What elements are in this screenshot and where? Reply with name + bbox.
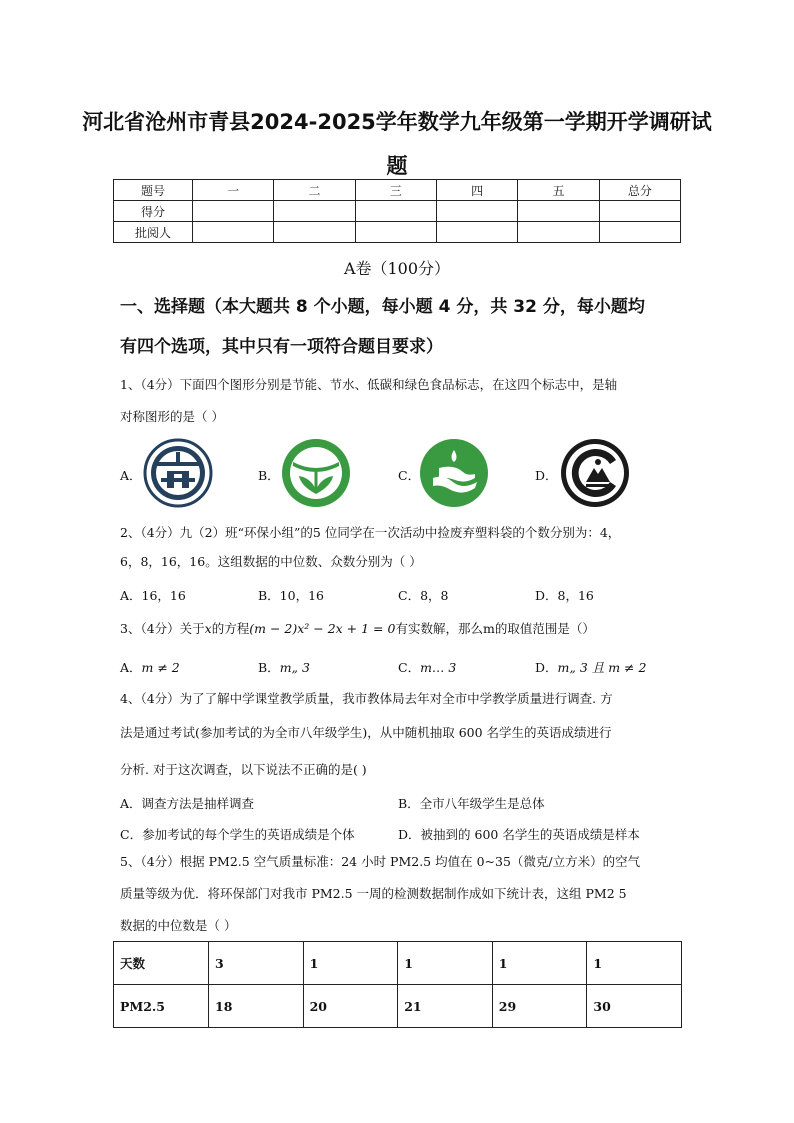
- q3-option-d-label: D．: [535, 660, 558, 675]
- table-cell: 天数: [114, 942, 209, 985]
- q4-option-d[interactable]: D．被抽到的 600 名学生的英语成绩是样本: [398, 827, 640, 842]
- question-1-line1: 1、（4分）下面四个图形分别是节能、节水、低碳和绿色食品标志，在这四个标志中，是轴: [120, 377, 618, 392]
- q3-option-d[interactable]: [535, 658, 646, 676]
- energy-saving-logo-icon: [143, 438, 213, 508]
- table-cell: 1: [492, 942, 587, 985]
- table-cell: [355, 222, 436, 243]
- q2-option-a[interactable]: A．16，16: [120, 588, 186, 603]
- table-cell: 四: [436, 180, 517, 201]
- q3-var-x: x: [204, 621, 212, 636]
- table-cell: 二: [274, 180, 355, 201]
- table-cell: [518, 222, 599, 243]
- question-5-line3: 数据的中位数是（ ）: [120, 918, 237, 933]
- table-cell: 1: [398, 942, 493, 985]
- question-4-line2: 法是通过考试(参加考试的为全市八年级学生)，从中随机抽取 600 名学生的英语成绩进行: [120, 725, 612, 740]
- table-cell: 21: [398, 985, 493, 1028]
- water-saving-logo-icon: [419, 438, 489, 508]
- q2-option-d[interactable]: D．8，16: [535, 588, 594, 603]
- table-cell: 题号: [114, 180, 193, 201]
- table-cell: 一: [193, 180, 274, 201]
- q3-option-c[interactable]: [398, 658, 456, 676]
- table-row: [114, 201, 681, 222]
- page-title-line2: 题: [386, 154, 408, 178]
- q4-option-b[interactable]: B．全市八年级学生是总体: [398, 796, 545, 811]
- q3-option-a-math: m ≠ 2: [141, 660, 180, 675]
- table-cell: 五: [518, 180, 599, 201]
- page-title-line1: 河北省沧州市青县2024-2025学年数学九年级第一学期开学调研试: [82, 110, 712, 134]
- section-heading-line2: 有四个选项，其中只有一项符合题目要求）: [120, 337, 443, 357]
- question-5-line1: 5、（4分）根据 PM2.5 空气质量标准：24 小时 PM2.5 均值在 0~35（微克/立方米）的空气: [120, 854, 641, 869]
- q3-option-a-label: A．: [120, 660, 142, 675]
- q3-option-d-math: m„ 3 且 m ≠ 2: [557, 660, 647, 675]
- question-2-line1: 2、（4分）九（2）班“环保小组”的5 位同学在一次活动中捡废弃塑料袋的个数分别为：4，: [120, 525, 621, 540]
- table-row: [114, 985, 682, 1028]
- table-cell: [193, 201, 274, 222]
- q3-option-c-math: m… 3: [420, 660, 457, 675]
- table-cell: 20: [303, 985, 398, 1028]
- table-row: [114, 180, 681, 201]
- q3-var-m: m: [482, 621, 495, 636]
- question-4-line3: 分析. 对于这次调查，以下说法不正确的是( ): [120, 762, 367, 777]
- table-cell: [599, 201, 680, 222]
- table-row: [114, 222, 681, 243]
- table-row: [114, 942, 682, 985]
- q2-option-c[interactable]: C．8，8: [398, 588, 449, 603]
- table-cell: 得分: [114, 201, 193, 222]
- table-cell: [193, 222, 274, 243]
- q3-suffix: 的取值范围是（）: [494, 621, 595, 636]
- score-table: [113, 179, 681, 243]
- table-cell: [274, 222, 355, 243]
- table-cell: [355, 201, 436, 222]
- q1-option-c[interactable]: C．: [398, 468, 421, 483]
- q3-equation: (m − 2)x² − 2x + 1 = 0: [249, 621, 396, 636]
- q3-option-b-label: B．: [258, 660, 280, 675]
- q1-option-a[interactable]: A．: [120, 468, 142, 483]
- table-cell: [274, 201, 355, 222]
- section-heading-line1: 一、选择题（本大题共 8 个小题，每小题 4 分，共 32 分，每小题均: [120, 297, 645, 317]
- q3-option-b[interactable]: [258, 658, 310, 676]
- q4-option-a[interactable]: A．调查方法是抽样调查: [120, 796, 255, 811]
- table-cell: [436, 201, 517, 222]
- table-cell: 1: [303, 942, 398, 985]
- q4-option-c[interactable]: C．参加考试的每个学生的英语成绩是个体: [120, 827, 355, 842]
- question-4-line1: 4、（4分）为了了解中学课堂教学质量，我市教体局去年对全市中学教学质量进行调查. 方: [120, 691, 613, 706]
- table-cell: [599, 222, 680, 243]
- table-cell: 批阅人: [114, 222, 193, 243]
- q3-option-b-math: m„ 3: [279, 660, 310, 675]
- q3-option-c-label: C．: [398, 660, 421, 675]
- q3-mid: 的方程: [211, 621, 250, 636]
- q1-option-d[interactable]: D．: [535, 468, 558, 483]
- table-cell: 三: [355, 180, 436, 201]
- q2-option-b[interactable]: B．10，16: [258, 588, 324, 603]
- table-cell: 3: [209, 942, 304, 985]
- q3-option-a[interactable]: [120, 658, 180, 676]
- question-2-line2: 6，8，16，16。这组数据的中位数、众数分别为（ ）: [120, 554, 422, 569]
- table-cell: [518, 201, 599, 222]
- table-cell: [436, 222, 517, 243]
- q1-option-b[interactable]: B．: [258, 468, 280, 483]
- table-cell: 1: [587, 942, 682, 985]
- low-carbon-logo-icon: [560, 438, 630, 508]
- table-cell: PM2.5: [114, 985, 209, 1028]
- table-cell: 18: [209, 985, 304, 1028]
- table-cell: 29: [492, 985, 587, 1028]
- pm25-table: [113, 941, 682, 1028]
- table-cell: 总分: [599, 180, 680, 201]
- volume-label: A卷（100分）: [343, 259, 451, 278]
- table-cell: 30: [587, 985, 682, 1028]
- question-5-line2: 质量等级为优．将环保部门对我市 PM2.5 一周的检测数据制作成如下统计表，这组 PM2 5: [120, 886, 627, 901]
- q3-mid2: 有实数解，那么: [395, 621, 483, 636]
- green-food-logo-icon: [281, 438, 351, 508]
- question-3: [120, 612, 690, 645]
- q3-prefix: 3、（4分）关于: [120, 621, 205, 636]
- question-1-line2: 对称图形的是（ ）: [120, 409, 224, 424]
